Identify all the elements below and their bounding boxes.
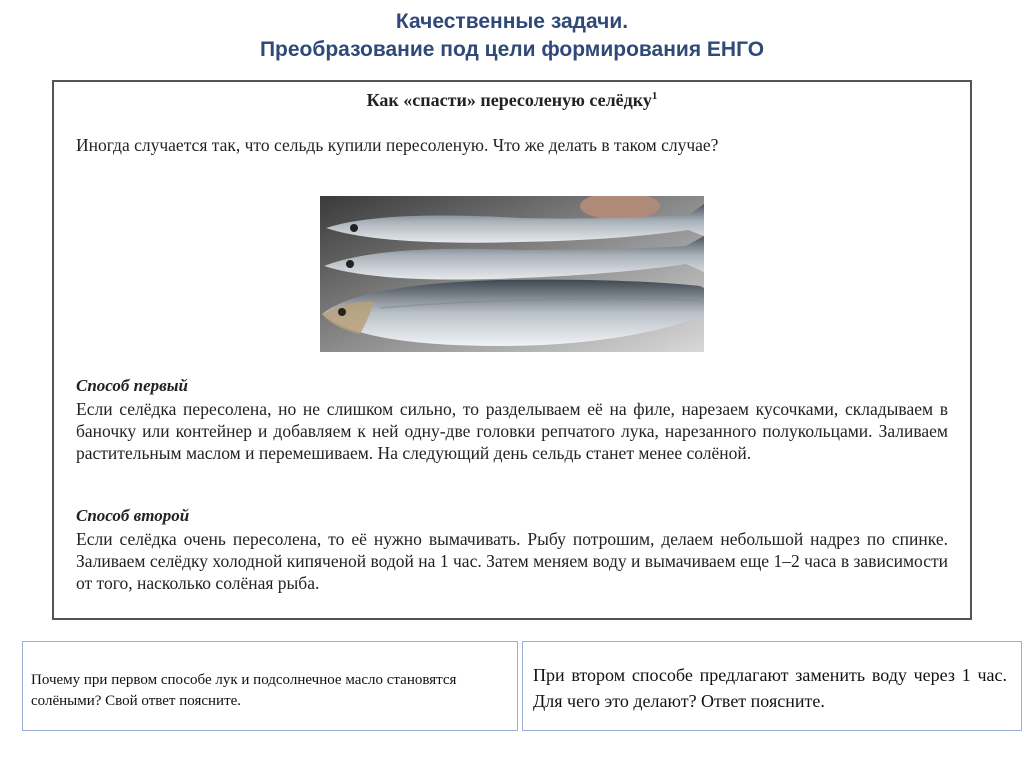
footnote-mark: 1 xyxy=(651,90,658,102)
slide-title xyxy=(0,8,1024,64)
method-2-text: Если селёдка очень пересолена, то её нужно вымачивать. Рыбу потрошим, делаем небольшой надрез по спинке. Заливаем селёдку холодной кипяченой водой на 1 час. Затем меняем воду и вымачиваем еще 1–2 часа в зависимости от того, насколько солёная рыба. xyxy=(76,529,948,593)
intro-paragraph: Иногда случается так, что сельдь купили пересоленую. Что же делать в таком случае? xyxy=(76,135,719,155)
scanned-document xyxy=(52,80,972,620)
slide-title-line-2: Преобразование под цели формирования ЕНГО xyxy=(259,38,765,61)
task-question-left: Почему при первом способе лук и подсолнечное масло становятся солёными? Свой ответ поясните. xyxy=(22,641,518,731)
herring-icon xyxy=(320,196,704,352)
slide-title-line-1: Качественные задачи. xyxy=(395,10,629,33)
method-2-heading: Способ второй xyxy=(76,506,190,525)
document-title xyxy=(54,90,970,111)
method-1-text: Если селёдка пересолена, но не слишком сильно, то разделываем её на филе, нарезаем кусочками, складываем в баночку или контейнер и добавляем к ней одну-две головки репчатого лука, нарезанного полукольцами. Заливаем растительным маслом и перемешиваем. На следующий день сельдь станет менее солёной. xyxy=(76,399,948,463)
task-question-right: При втором способе предлагают заменить воду через 1 час. Для чего это делают? Ответ поясните. xyxy=(522,641,1022,731)
herring-fish-photo xyxy=(320,196,704,352)
document-title-text: Как «спасти» пересоленую селёдку xyxy=(366,90,652,110)
method-1-heading: Способ первый xyxy=(76,376,188,395)
